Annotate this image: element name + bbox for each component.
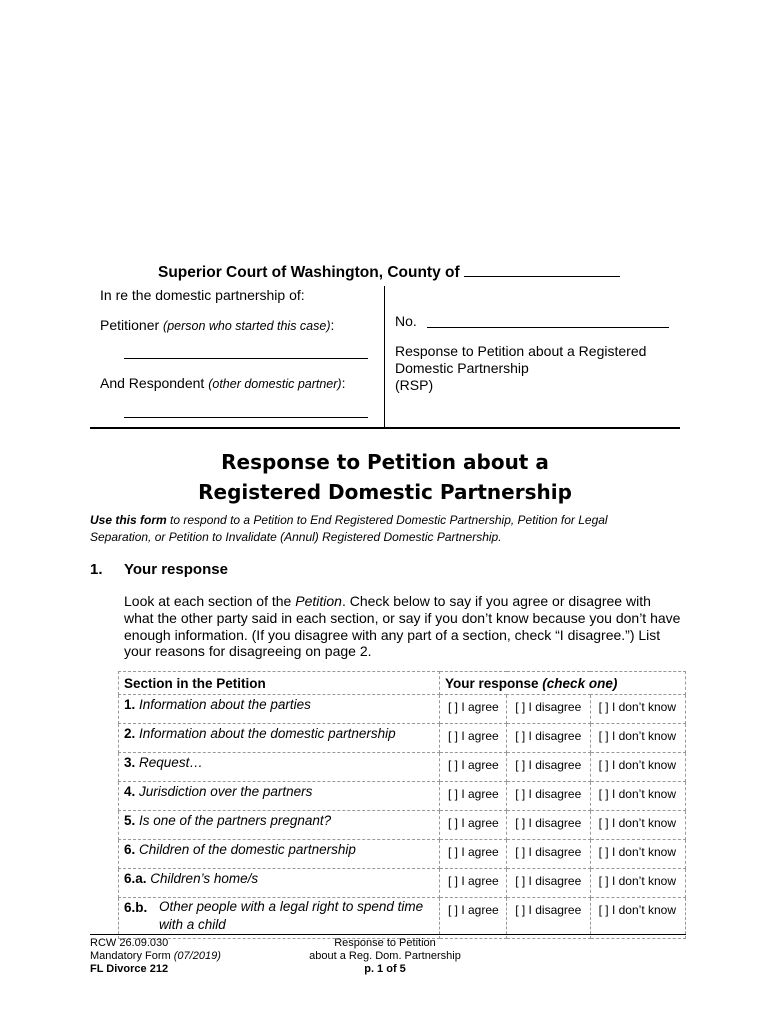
instructions-part-a: Look at each section of the: [124, 593, 296, 609]
petitioner-label-group: [100, 317, 334, 333]
respondent-name-line[interactable]: [124, 417, 368, 418]
row-number: 4.: [124, 784, 136, 799]
dont-know-checkbox[interactable]: [ ] I don’t know: [590, 898, 685, 939]
row-label: [119, 811, 440, 840]
agree-checkbox[interactable]: [ ] I agree: [440, 695, 507, 724]
petitioner-label: Petitioner: [100, 317, 160, 333]
caption-divider: [384, 286, 385, 428]
petitioner-name-line[interactable]: [124, 358, 368, 359]
footer-mandatory: Mandatory Form: [90, 950, 171, 962]
disagree-checkbox[interactable]: [ ] I disagree: [507, 898, 590, 939]
row-label: [119, 753, 440, 782]
agree-checkbox[interactable]: [ ] I agree: [440, 898, 507, 939]
form-title-line1: Response to Petition about a: [221, 450, 549, 474]
row-number: 6.b.: [124, 900, 148, 915]
intro-text: [90, 512, 670, 546]
row-label: [119, 869, 440, 898]
footer-center-line1: Response to Petition: [334, 937, 436, 949]
row-number: 2.: [124, 726, 136, 741]
row-text: Other people with a legal right to spend time with a child: [159, 899, 424, 932]
row-number: 1.: [124, 697, 136, 712]
footer-version: (07/2019): [173, 950, 221, 962]
footer-rcw: RCW 26.09.030: [90, 937, 169, 949]
table-row: [119, 869, 686, 898]
row-number: 3.: [124, 755, 136, 770]
disagree-checkbox[interactable]: [ ] I disagree: [507, 869, 590, 898]
caption-doc-code: (RSP): [395, 377, 434, 393]
row-text: Children of the domestic partnership: [139, 842, 356, 857]
instructions-petition: Petition: [295, 593, 342, 609]
case-no-label: No.: [395, 313, 417, 329]
header-response-note: (check one): [542, 676, 618, 691]
row-text: Is one of the partners pregnant?: [139, 813, 332, 828]
row-text: Request…: [139, 755, 203, 770]
section-instructions: [124, 593, 684, 660]
agree-checkbox[interactable]: [ ] I agree: [440, 753, 507, 782]
dont-know-checkbox[interactable]: [ ] I don’t know: [590, 724, 685, 753]
row-text: Jurisdiction over the partners: [139, 784, 313, 799]
table-row: [119, 782, 686, 811]
intro-rest: to respond to a Petition to End Registered Domestic Partnership, Petition for Legal Separation, or Petition to Invalidate (Annul) Registered Domestic Partnership.: [90, 513, 608, 544]
footer-page-number: p. 1 of 5: [364, 963, 406, 975]
agree-checkbox[interactable]: [ ] I agree: [440, 782, 507, 811]
table-row: [119, 898, 686, 939]
agree-checkbox[interactable]: [ ] I agree: [440, 811, 507, 840]
row-number: 6.: [124, 842, 136, 857]
disagree-checkbox[interactable]: [ ] I disagree: [507, 695, 590, 724]
petitioner-note: (person who started this case): [163, 319, 331, 333]
caption-doc-title: [395, 343, 646, 394]
table-row: [119, 840, 686, 869]
footer-rule: [90, 934, 686, 935]
agree-checkbox[interactable]: [ ] I agree: [440, 869, 507, 898]
row-label: [119, 724, 440, 753]
row-number: 6.a.: [124, 871, 147, 886]
caption-doc-title-line1: Response to Petition about a Registered: [395, 343, 647, 359]
table-row: [119, 724, 686, 753]
footer-left: [90, 937, 221, 976]
caption-bottom-rule: [90, 427, 680, 429]
respondent-note: (other domestic partner): [208, 377, 342, 391]
dont-know-checkbox[interactable]: [ ] I don’t know: [590, 869, 685, 898]
dont-know-checkbox[interactable]: [ ] I don’t know: [590, 840, 685, 869]
dont-know-checkbox[interactable]: [ ] I don’t know: [590, 782, 685, 811]
row-text: Children’s home/s: [150, 871, 259, 886]
footer-center-line2: about a Reg. Dom. Partnership: [309, 950, 461, 962]
disagree-checkbox[interactable]: [ ] I disagree: [507, 840, 590, 869]
disagree-checkbox[interactable]: [ ] I disagree: [507, 753, 590, 782]
dont-know-checkbox[interactable]: [ ] I don’t know: [590, 753, 685, 782]
header-response-label: Your response: [445, 676, 539, 691]
disagree-checkbox[interactable]: [ ] I disagree: [507, 811, 590, 840]
row-text: Information about the parties: [139, 697, 311, 712]
table-row: [119, 695, 686, 724]
respondent-label-group: [100, 375, 345, 391]
respondent-colon: :: [341, 375, 346, 391]
disagree-checkbox[interactable]: [ ] I disagree: [507, 724, 590, 753]
header-response: [440, 672, 686, 695]
in-re-label: In re the domestic partnership of:: [100, 287, 305, 303]
table-row: [119, 811, 686, 840]
county-blank[interactable]: [464, 262, 620, 277]
agree-checkbox[interactable]: [ ] I agree: [440, 840, 507, 869]
table-header-row: [119, 672, 686, 695]
instructions-part-b: . Check below to say if you agree or disagree with what the other party said in each section, or say if you don’t know because you don’t have enough information. (If you disagree with any part of a section, check “I disagree.”) List your reasons for disagreeing on page 2.: [124, 593, 681, 660]
row-label: [119, 782, 440, 811]
row-label: [119, 695, 440, 724]
dont-know-checkbox[interactable]: [ ] I don’t know: [590, 695, 685, 724]
form-title-line2: Registered Domestic Partnership: [198, 480, 572, 504]
footer-form-id: FL Divorce 212: [90, 963, 169, 975]
footer-center: [285, 937, 485, 976]
court-name: Superior Court of Washington, County of: [158, 264, 460, 281]
case-number-line[interactable]: [427, 327, 669, 328]
row-text: Information about the domestic partnership: [139, 726, 396, 741]
agree-checkbox[interactable]: [ ] I agree: [440, 724, 507, 753]
court-heading: [158, 262, 620, 282]
footer-mandatory-line: [90, 950, 221, 963]
header-section: Section in the Petition: [119, 672, 440, 695]
caption-doc-title-line2: Domestic Partnership: [395, 360, 529, 376]
section-heading: Your response: [124, 561, 228, 578]
row-number: 5.: [124, 813, 136, 828]
dont-know-checkbox[interactable]: [ ] I don’t know: [590, 811, 685, 840]
section-number: 1.: [90, 561, 103, 578]
row-label: [119, 898, 440, 939]
response-table: [118, 671, 686, 939]
respondent-label: And Respondent: [100, 375, 205, 391]
petitioner-colon: :: [330, 317, 335, 333]
disagree-checkbox[interactable]: [ ] I disagree: [507, 782, 590, 811]
row-label: [119, 840, 440, 869]
intro-bold: Use this form: [90, 513, 167, 527]
table-row: [119, 753, 686, 782]
